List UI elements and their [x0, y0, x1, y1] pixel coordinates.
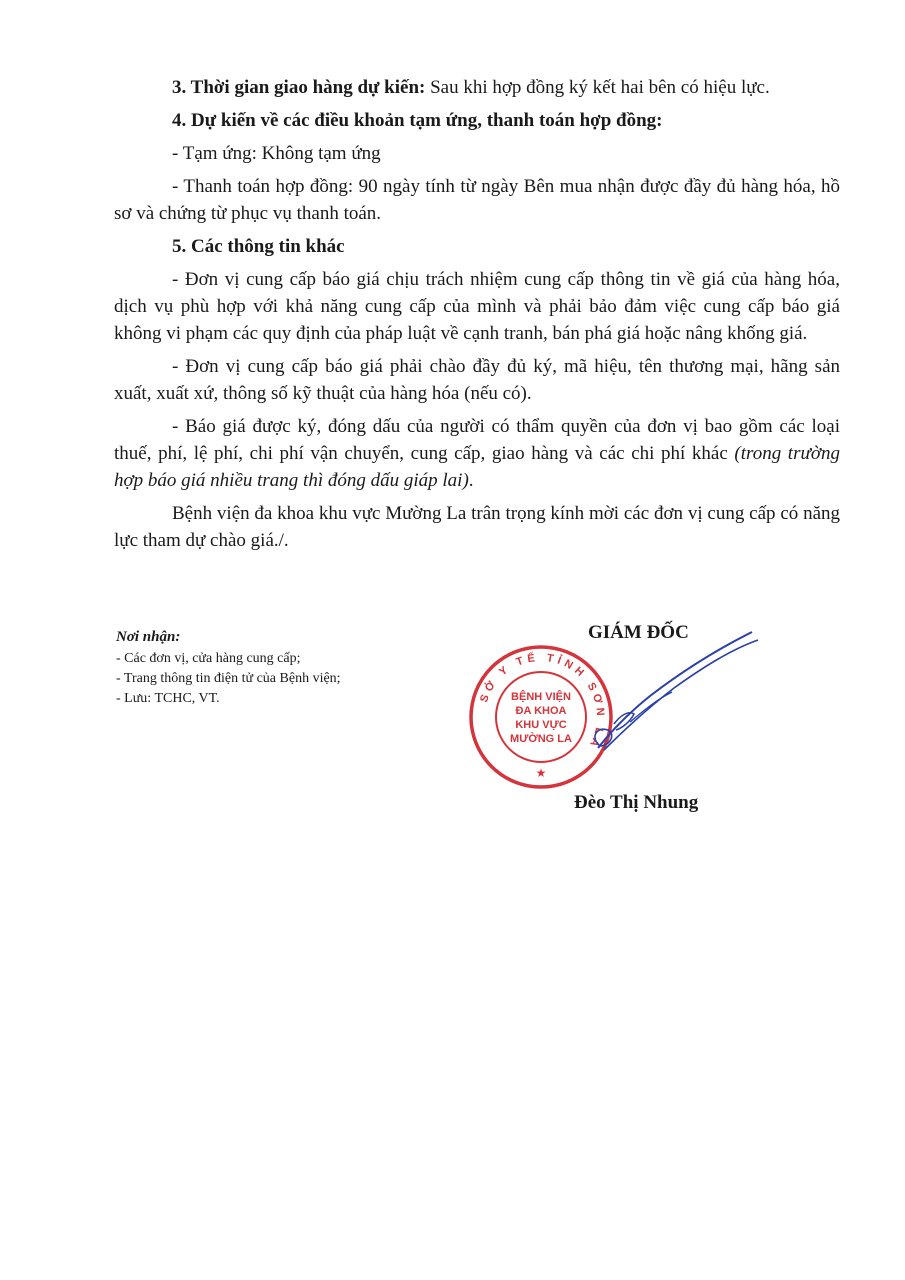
advance-payment-line: - Tạm ứng: Không tạm ứng [172, 143, 381, 164]
closing-paragraph: Bệnh viện đa khoa khu vực Mường La trân trọng kính mời các đơn vị cung cấp có năng lực tham dự chào giá./. [114, 503, 840, 551]
section-3-paragraph [114, 74, 840, 101]
recipient-item: - Trang thông tin điện tử của Bệnh viện; [116, 671, 341, 686]
signer-title: GIÁM ĐỐC [588, 622, 689, 643]
handwritten-signature [570, 626, 760, 756]
stamp-star-icon: ★ [535, 766, 547, 780]
stamp-line-2: ĐA KHOA [515, 705, 567, 717]
info-paragraph-2: - Đơn vị cung cấp báo giá phải chào đầy đủ ký, mã hiệu, tên thương mại, hãng sản xuất, xuất xứ, thông số kỹ thuật của hàng hóa (nếu có). [114, 356, 840, 404]
stamp-line-4: MƯỜNG LA [510, 733, 572, 745]
section-3-text: Sau khi hợp đồng ký kết hai bên có hiệu lực. [425, 77, 770, 98]
info-paragraph-3-text: - Báo giá được ký, đóng dấu của người có thẩm quyền của đơn vị bao gồm các loại thuế, phí, lệ phí, chi phí vận chuyển, cung cấp, giao hàng và các chi phí khác [114, 416, 840, 464]
recipients-block [116, 627, 446, 709]
document-body [114, 74, 840, 560]
signer-name: Đèo Thị Nhung [574, 792, 699, 813]
info-paragraph-3-italic: (trong trường hợp báo giá nhiều trang thì đóng dấu giáp lai) [114, 443, 840, 491]
stamp-line-3: KHU VỰC [515, 719, 567, 731]
recipient-item: - Lưu: TCHC, VT. [116, 691, 220, 706]
info-paragraph-3 [114, 413, 840, 494]
signature-block [460, 618, 790, 828]
recipient-item: - Các đơn vị, cửa hàng cung cấp; [116, 651, 301, 666]
stamp-ring-text: SỞ Y TẾ TỈNH SƠN LA [478, 651, 607, 753]
info-paragraph-3-end: . [468, 470, 474, 491]
recipients-title: Nơi nhận: [116, 629, 181, 645]
info-paragraph-1: - Đơn vị cung cấp báo giá chịu trách nhiệm cung cấp thông tin về giá của hàng hóa, dịch vụ phù hợp với khả năng cung cấp của mình và phải bảo đảm việc cung cấp báo giá không vi phạm các quy định của pháp luật về cạnh tranh, bán phá giá hoặc nâng khống giá. [114, 269, 840, 344]
section-3-label: 3. Thời gian giao hàng dự kiến: [172, 77, 426, 98]
section-5-heading: 5. Các thông tin khác [172, 236, 345, 257]
contract-payment-line: - Thanh toán hợp đồng: 90 ngày tính từ ngày Bên mua nhận được đầy đủ hàng hóa, hồ sơ và chứng từ phục vụ thanh toán. [114, 176, 840, 224]
section-4-heading: 4. Dự kiến về các điều khoản tạm ứng, thanh toán hợp đồng: [172, 110, 663, 131]
stamp-line-1: BỆNH VIỆN [511, 691, 571, 703]
